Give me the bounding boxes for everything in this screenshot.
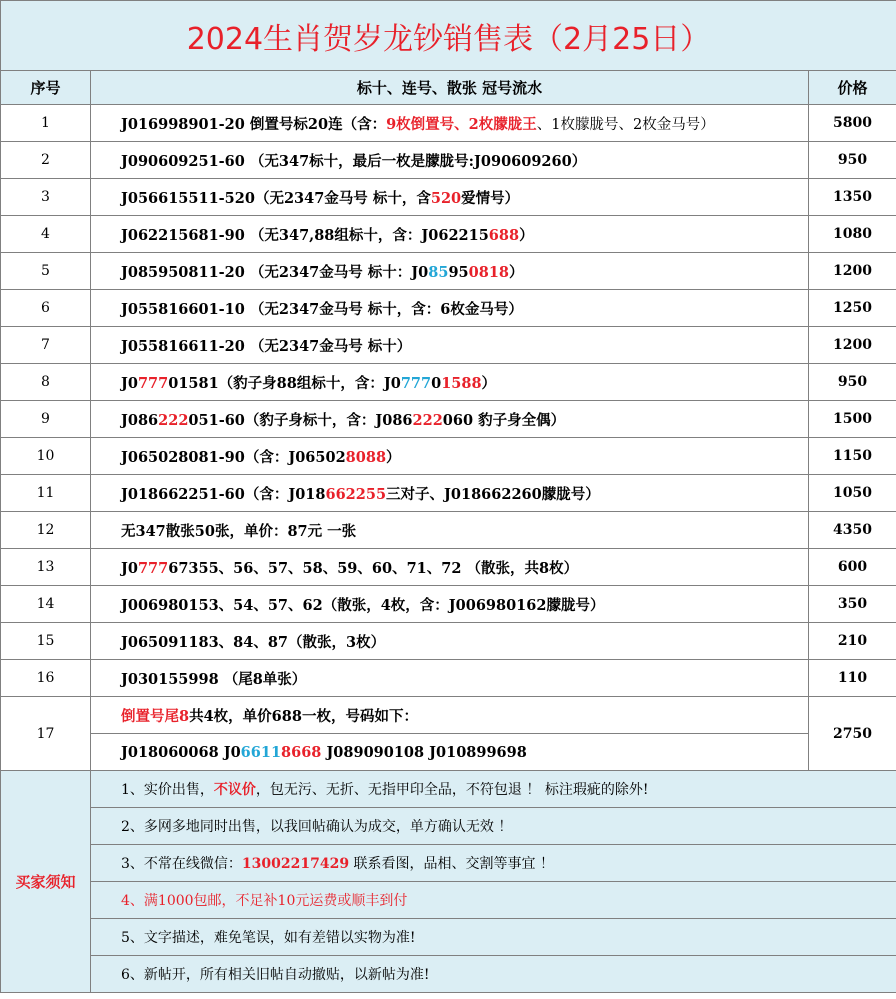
text-segment: J006980153、54、57、62（散张，4枚，含：J006980162朦胧号）: [121, 596, 605, 614]
table-row: [1, 179, 896, 216]
row-price: 1080: [809, 216, 896, 253]
text-segment: J018662251-60（含：J018: [121, 485, 326, 503]
row-price: 1150: [809, 438, 896, 475]
row-price: 1200: [809, 253, 896, 290]
text-segment: J065091183、84、87（散张，3枚）: [121, 633, 386, 651]
row-seq: 9: [1, 401, 91, 438]
row-price: 1250: [809, 290, 896, 327]
row-seq: 1: [1, 105, 91, 142]
row-description: [91, 586, 809, 623]
text-segment: 5、文字描述，难免笔误，如有差错以实物为准!: [121, 930, 416, 946]
table-row: [1, 142, 896, 179]
text-segment: 777: [400, 374, 432, 392]
row-description: [91, 290, 809, 327]
notice-text: [91, 845, 896, 882]
row-price: 1350: [809, 179, 896, 216]
row-price: 210: [809, 623, 896, 660]
row-seq: 3: [1, 179, 91, 216]
row-seq: 8: [1, 364, 91, 401]
notice-text: [91, 771, 896, 808]
row-description: [91, 512, 809, 549]
text-segment: J085950811-20 （无2347金马号 标十：J0: [121, 263, 429, 281]
text-segment: 662255: [325, 485, 387, 503]
row-seq: 11: [1, 475, 91, 512]
notice-text: [91, 882, 896, 919]
text-segment: 、1枚朦胧号、2枚金马号）: [536, 116, 715, 133]
text-segment: J0: [121, 559, 138, 577]
row-price: 350: [809, 586, 896, 623]
table-row: [1, 327, 896, 364]
table-row: [1, 438, 896, 475]
row-description: [91, 660, 809, 697]
row-price: 5800: [809, 105, 896, 142]
text-segment: 3、不常在线微信：: [121, 856, 242, 872]
text-segment: 6611: [240, 743, 282, 761]
notice-item: [1, 919, 896, 956]
row-seq: 15: [1, 623, 91, 660]
header-price: 价格: [809, 71, 896, 105]
row-description: [91, 142, 809, 179]
text-segment: 爱情号）: [461, 189, 520, 207]
row-seq: 5: [1, 253, 91, 290]
text-segment: 95: [448, 263, 469, 281]
row-seq: 7: [1, 327, 91, 364]
text-segment: 1、实价出售，: [121, 782, 214, 798]
text-segment: 4、满1000包邮，不足补10元运费或顺丰到付: [121, 893, 408, 909]
text-segment: J056615511-520（无2347金马号 标十，含: [121, 189, 431, 207]
row-seq: 10: [1, 438, 91, 475]
table-row: [1, 475, 896, 512]
text-segment: 倒置号尾8: [121, 707, 190, 725]
text-segment: 222: [412, 411, 443, 429]
text-segment: 777: [137, 374, 169, 392]
text-segment: 777: [137, 559, 169, 577]
row-description: [91, 401, 809, 438]
notice-item: [1, 808, 896, 845]
row-price: 600: [809, 549, 896, 586]
table-row: [1, 105, 896, 142]
row-price: 2750: [809, 697, 896, 771]
row-seq: 12: [1, 512, 91, 549]
row-description: [91, 549, 809, 586]
notice-item: [1, 771, 896, 808]
notice-text: [91, 808, 896, 845]
text-segment: ）: [386, 448, 401, 466]
table-row: [1, 660, 896, 697]
notice-text: [91, 919, 896, 956]
row-description: [91, 327, 809, 364]
row-description: [91, 623, 809, 660]
row-description: [91, 179, 809, 216]
notice-text: [91, 956, 896, 993]
text-segment: 8668: [281, 743, 322, 761]
row-seq: 17: [1, 697, 91, 771]
table-row: [1, 586, 896, 623]
text-segment: 8088: [345, 448, 387, 466]
text-segment: 222: [158, 411, 189, 429]
row17-line1: [91, 697, 809, 734]
text-segment: ，包无污、无折、无指甲印全品，不符包退 ！ 标注瑕疵的除外!: [255, 782, 649, 798]
row-price: 950: [809, 364, 896, 401]
text-segment: 1588: [441, 374, 482, 392]
notice-section: [1, 771, 896, 993]
row-description: [91, 438, 809, 475]
row-seq: 4: [1, 216, 91, 253]
row-price: 950: [809, 142, 896, 179]
row-seq: 16: [1, 660, 91, 697]
table-row: [1, 623, 896, 660]
header-desc: 标十、连号、散张 冠号流水: [91, 71, 809, 105]
row17-line2: [91, 734, 809, 771]
table-row: [1, 364, 896, 401]
table-row: [1, 549, 896, 586]
notice-label: 买家须知: [1, 771, 91, 993]
row-price: 1500: [809, 401, 896, 438]
text-segment: 2、多网多地同时出售，以我回帖确认为成交，单方确认无效 ！: [121, 819, 513, 835]
table-body: [1, 105, 896, 697]
table-row: [1, 253, 896, 290]
row-price: 4350: [809, 512, 896, 549]
row-description: [91, 364, 809, 401]
page-title: 2024生肖贺岁龙钞销售表（2月25日）: [1, 1, 896, 71]
row-price: 1050: [809, 475, 896, 512]
row-description: [91, 475, 809, 512]
row-seq: 13: [1, 549, 91, 586]
text-segment: ）: [481, 374, 497, 392]
table-row: [1, 290, 896, 327]
text-segment: 0: [431, 374, 442, 392]
text-segment: 三对子、J018662260朦胧号）: [386, 485, 600, 503]
table-row: [1, 512, 896, 549]
row-seq: 6: [1, 290, 91, 327]
notice-item: [1, 845, 896, 882]
text-segment: 520: [430, 189, 462, 207]
text-segment: J016998901-20 倒置号标20连（含：: [121, 115, 387, 133]
notice-item: [1, 882, 896, 919]
text-segment: 051-60（豹子身标十，含：J086: [188, 411, 413, 429]
text-segment: ）: [519, 226, 534, 244]
table-row: [1, 216, 896, 253]
text-segment: 联系看图，品相、交割等事宜 ！: [349, 856, 554, 872]
row-description: [91, 105, 809, 142]
text-segment: 无347散张50张，单价：87元 一张: [121, 522, 357, 540]
text-segment: J065028081-90（含：J06502: [121, 448, 346, 466]
text-segment: J0: [121, 374, 138, 392]
notice-item: [1, 956, 896, 993]
row-price: 1200: [809, 327, 896, 364]
text-segment: J030155998 （尾8单张）: [121, 670, 307, 688]
text-segment: 85: [428, 263, 449, 281]
table-row: [1, 401, 896, 438]
text-segment: 不议价: [213, 782, 256, 798]
text-segment: 01581（豹子身88组标十，含：J0: [168, 374, 401, 392]
text-segment: 共4枚，单价688一枚，号码如下：: [189, 707, 418, 725]
text-segment: 688: [488, 226, 520, 244]
text-segment: 6、新帖开，所有相关旧帖自动撤贴，以新帖为准!: [121, 967, 430, 983]
text-segment: 13002217429: [241, 856, 350, 872]
text-segment: 67355、56、57、58、59、60、71、72 （散张，共8枚）: [168, 559, 579, 577]
text-segment: J090609251-60 （无347标十，最后一枚是朦胧号:J090609260）: [121, 152, 587, 170]
text-segment: J018060068 J0: [121, 743, 241, 761]
text-segment: J055816611-20 （无2347金马号 标十）: [121, 337, 412, 355]
row-description: [91, 253, 809, 290]
row-seq: 2: [1, 142, 91, 179]
text-segment: J089090108 J010899698: [321, 743, 527, 761]
text-segment: 060 豹子身全偶）: [442, 411, 566, 429]
header-seq: 序号: [1, 71, 91, 105]
row-description: [91, 216, 809, 253]
text-segment: J055816601-10 （无2347金马号 标十，含：6枚金马号）: [121, 300, 523, 318]
row-price: 110: [809, 660, 896, 697]
text-segment: 9枚倒置号、2枚朦胧王: [386, 115, 537, 133]
text-segment: 0818: [468, 263, 509, 281]
text-segment: J086: [121, 411, 159, 429]
text-segment: J062215681-90 （无347,88组标十，含：J062215: [121, 226, 489, 244]
text-segment: ）: [509, 263, 524, 281]
row-seq: 14: [1, 586, 91, 623]
